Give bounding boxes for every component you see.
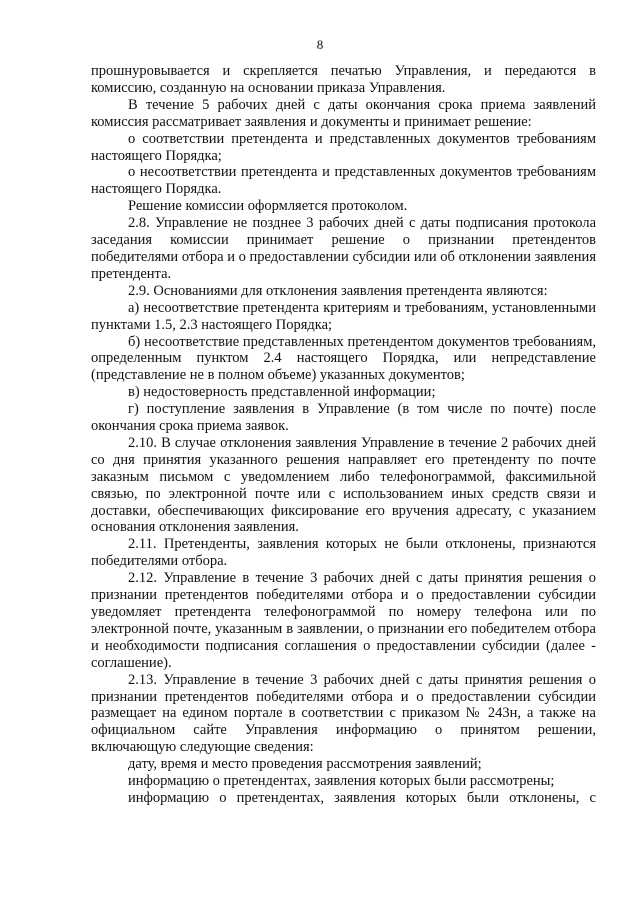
page-number: 8 (316, 37, 324, 52)
paragraph: 2.8. Управление не позднее 3 рабочих дней с даты подписания протокола заседания комиссии принимает решение о признании претендентов победителями отбора и о предоставлении субсидии или об отклонении заявления претендента. (91, 215, 596, 282)
paragraph: 2.10. В случае отклонения заявления Управление в течение 2 рабочих дней со дня принятия указанного решения направляет его претенденту по почте заказным письмом с уведомлением либо телефонограммой, факсимильной связью, по электронной почте или с использованием иных средств связи и доставки, обеспечивающих фиксирование его вручения адресату, с указанием основания отклонения заявления. (91, 434, 596, 536)
document-body (91, 63, 596, 807)
paragraph: прошнуровывается и скрепляется печатью Управления, и передаются в комиссию, созданную на основании приказа Управления. (91, 63, 596, 96)
paragraph: 2.13. Управление в течение 3 рабочих дней с даты принятия решения о признании претендентов победителями отбора и о предоставлении субсидии размещает на едином портале в соответствии с приказом № 243н, а также на официальном сайте Управления информацию о принятом решении, включающую следующие сведения: (91, 671, 596, 756)
paragraph: 2.9. Основаниями для отклонения заявления претендента являются: (128, 282, 548, 299)
paragraph: 2.12. Управление в течение 3 рабочих дней с даты принятия решения о признании претендентов победителями отбора и о предоставлении субсидии уведомляет претендента телефонограммой по номеру телефона или по электронной почте, указанным в заявлении, о признании его победителем отбора и необходимости подписания соглашения о предоставлении субсидии (далее - соглашение). (91, 570, 596, 671)
list-item: информацию о претендентах, заявления которых были отклонены, с (128, 789, 596, 806)
paragraph: В течение 5 рабочих дней с даты окончания срока приема заявлений комиссия рассматривает заявления и документы и принимает решение: (91, 96, 596, 130)
list-item: а) несоответствие претендента критериям и требованиям, установленными пунктами 1.5, 2.3 настоящего Порядка; (91, 299, 596, 333)
list-item: о соответствии претендента и представленных документов требованиям настоящего Порядка; (91, 130, 596, 164)
list-item: дату, время и место проведения рассмотрения заявлений; (128, 756, 482, 773)
list-item: информацию о претендентах, заявления которых были рассмотрены; (128, 773, 555, 790)
paragraph: Решение комиссии оформляется протоколом. (128, 198, 408, 215)
paragraph: 2.11. Претенденты, заявления которых не были отклонены, признаются победителями отбора. (91, 536, 596, 570)
list-item: в) недостоверность представленной информации; (128, 384, 436, 401)
list-item: о несоответствии претендента и представленных документов требованиям настоящего Порядка. (91, 164, 596, 198)
list-item: б) несоответствие представленных претендентом документов требованиям, определенным пунктом 2.4 настоящего Порядка, или непредставление (представление не в полном объеме) указанных документов; (91, 333, 596, 384)
list-item: г) поступление заявления в Управление (в том числе по почте) после окончания срока приема заявок. (91, 401, 596, 435)
